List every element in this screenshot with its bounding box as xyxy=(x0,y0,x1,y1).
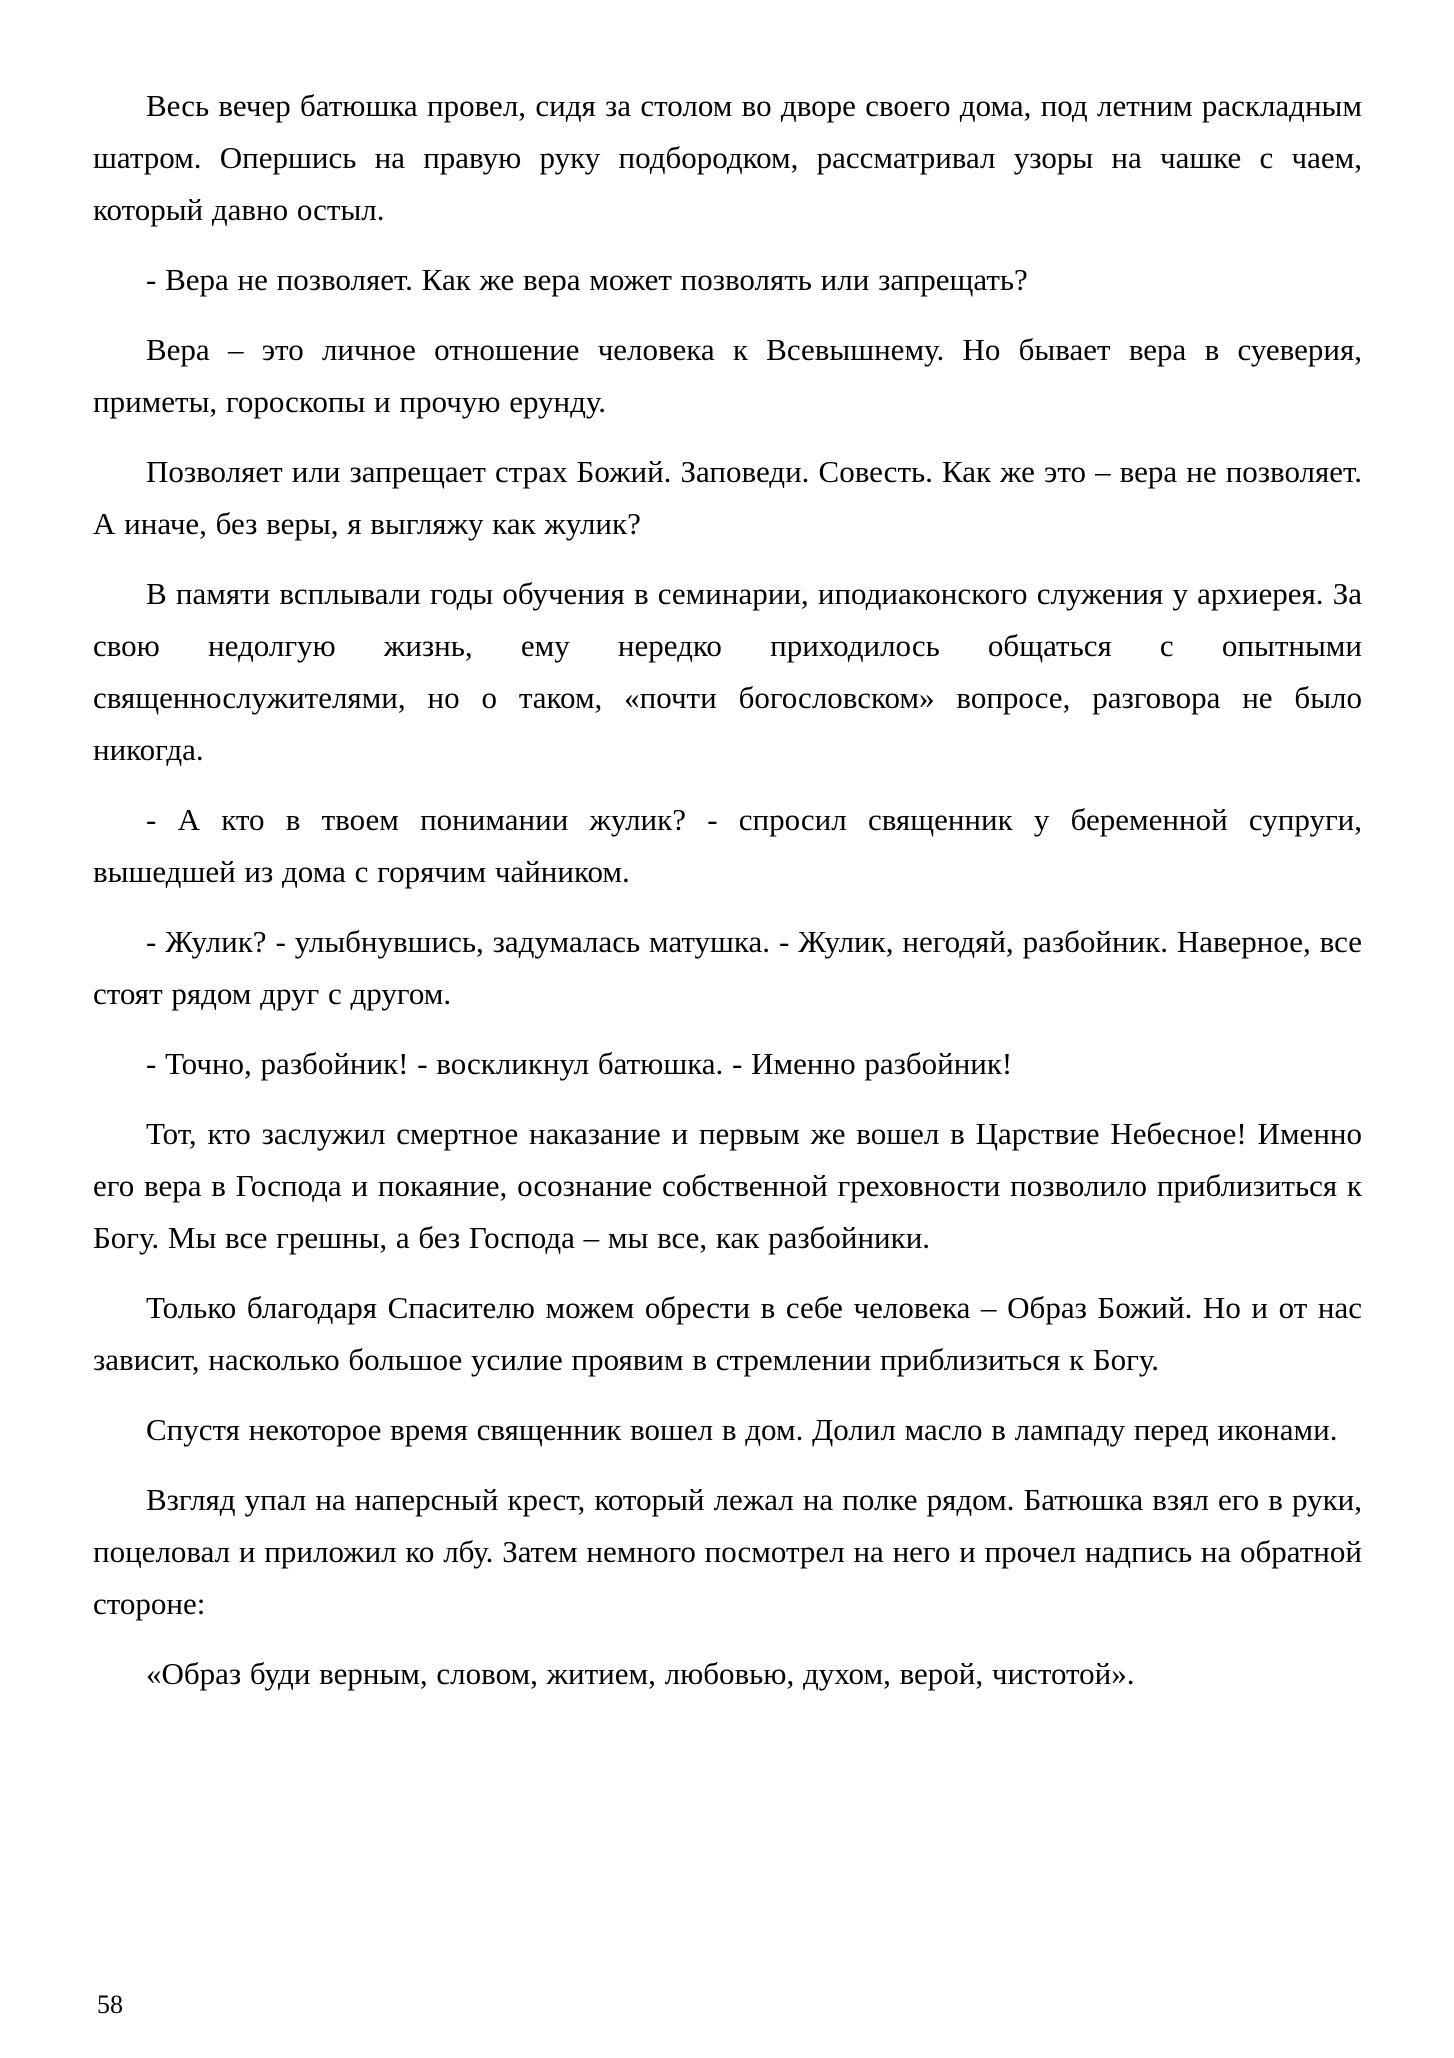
paragraph: Взгляд упал на наперсный крест, который лежал на полке рядом. Батюшка взял его в руки, поцеловал и приложил ко лбу. Затем немного посмотрел на него и прочел надпись на обратной стороне: xyxy=(93,1482,1362,1621)
paragraph: Весь вечер батюшка провел, сидя за столом во дворе своего дома, под летним раскладным шатром. Опершись на правую руку подбородком, рассматривал узоры на чашке с чаем, который давно остыл. xyxy=(93,88,1362,227)
page-body-text xyxy=(93,80,1362,1700)
paragraph: Спустя некоторое время священник вошел в дом. Долил масло в лампаду перед иконами. xyxy=(146,1412,1338,1447)
paragraph: - Точно, разбойник! - воскликнул батюшка. - Именно разбойник! xyxy=(146,1046,1013,1081)
paragraph: - Жулик? - улыбнувшись, задумалась матушка. - Жулик, негодяй, разбойник. Наверное, все стоят рядом друг с другом. xyxy=(93,924,1362,1011)
paragraph: В памяти всплывали годы обучения в семинарии, иподиаконского служения у архиерея. За свою недолгую жизнь, ему нередко приходилось общаться с опытными священнослужителями, но о таком, «почти богословском» вопросе, разговора не было никогда. xyxy=(93,576,1362,767)
paragraph: - А кто в твоем понимании жулик? - спросил священник у беременной супруги, вышедшей из дома с горячим чайником. xyxy=(93,802,1362,889)
paragraph: «Образ буди верным, словом, житием, любовью, духом, верой, чистотой». xyxy=(146,1656,1135,1691)
paragraph: Только благодаря Спасителю можем обрести в себе человека – Образ Божий. Но и от нас зависит, насколько большое усилие проявим в стремлении приблизиться к Богу. xyxy=(93,1290,1362,1377)
page-number: 58 xyxy=(97,1990,123,2019)
paragraph: Вера – это личное отношение человека к Всевышнему. Но бывает вера в суеверия, приметы, гороскопы и прочую ерунду. xyxy=(93,332,1362,419)
paragraph: - Вера не позволяет. Как же вера может позволять или запрещать? xyxy=(146,262,1028,297)
paragraph: Тот, кто заслужил смертное наказание и первым же вошел в Царствие Небесное! Именно его вера в Господа и покаяние, осознание собственной греховности позволило приблизиться к Богу. Мы все грешны, а без Господа – мы все, как разбойники. xyxy=(93,1116,1362,1255)
paragraph: Позволяет или запрещает страх Божий. Заповеди. Совесть. Как же это – вера не позволяет. А иначе, без веры, я выгляжу как жулик? xyxy=(93,454,1362,541)
